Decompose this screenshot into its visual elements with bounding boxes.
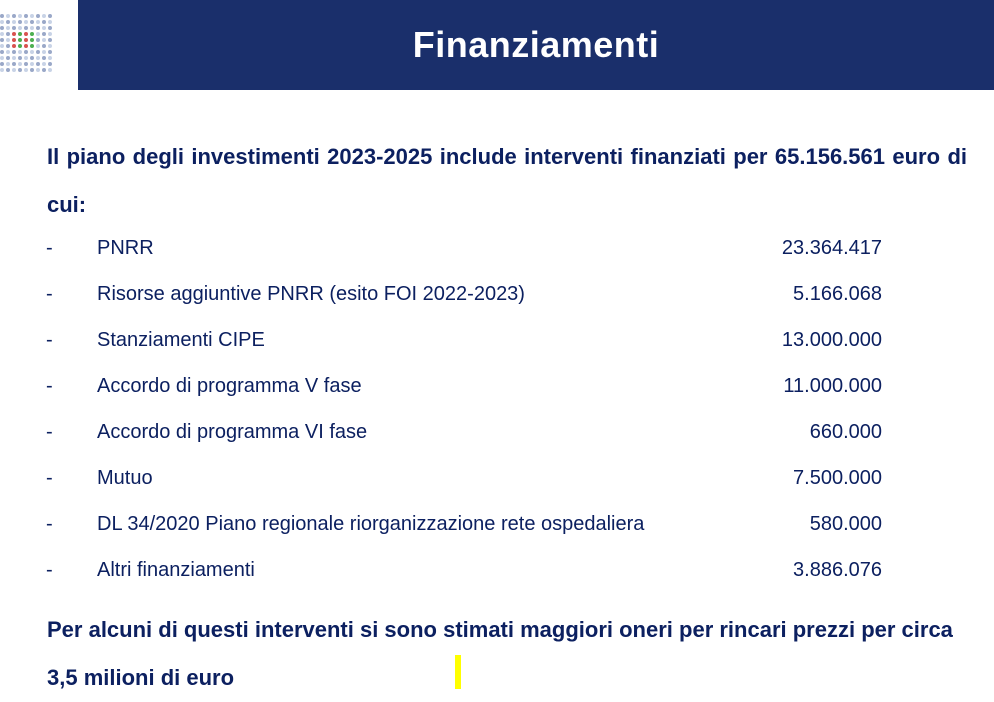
funding-amount: 3.886.076	[793, 559, 882, 581]
bullet-dash: -	[46, 513, 53, 535]
funding-amount: 580.000	[809, 513, 882, 535]
list-item	[0, 319, 994, 365]
funding-amount: 11.000.000	[783, 375, 882, 397]
slide-header	[78, 0, 994, 90]
list-item	[0, 503, 994, 549]
funding-label: Accordo di programma VI fase	[97, 421, 368, 443]
funding-amount: 13.000.000	[781, 329, 882, 351]
funding-amount: 5.166.068	[793, 283, 882, 305]
funding-label: Stanziamenti CIPE	[97, 329, 265, 351]
bullet-dash: -	[46, 467, 53, 489]
footer-note: Per alcuni di questi interventi si sono stimati maggiori oneri per rincari prezzi per circa 3,5 milioni di euro	[47, 617, 953, 690]
bullet-dash: -	[46, 559, 53, 581]
bullet-dash: -	[46, 237, 53, 259]
funding-label: Risorse aggiuntive PNRR (esito FOI 2022-2023)	[97, 283, 525, 305]
text-cursor-marker	[455, 655, 461, 689]
list-item	[0, 273, 994, 319]
funding-amount: 23.364.417	[781, 237, 882, 259]
funding-label: PNRR	[97, 237, 154, 259]
bullet-dash: -	[46, 283, 53, 305]
funding-label: Altri finanziamenti	[97, 559, 255, 581]
list-item	[0, 457, 994, 503]
funding-amount: 660.000	[809, 421, 882, 443]
funding-label: Accordo di programma V fase	[97, 375, 362, 397]
bullet-dash: -	[46, 421, 53, 443]
list-item	[0, 365, 994, 411]
bullet-dash: -	[46, 375, 53, 397]
funding-label: DL 34/2020 Piano regionale riorganizzazione rete ospedaliera	[97, 513, 645, 535]
dot-grid-logo-icon	[0, 14, 44, 74]
page-title: Finanziamenti	[412, 24, 660, 65]
funding-label: Mutuo	[97, 467, 153, 489]
list-item	[0, 227, 994, 273]
funding-list	[0, 227, 994, 595]
list-item	[0, 411, 994, 457]
bullet-dash: -	[46, 329, 53, 351]
funding-amount: 7.500.000	[793, 467, 882, 489]
intro-paragraph: Il piano degli investimenti 2023-2025 include interventi finanziati per 65.156.561 euro di cui:	[47, 144, 967, 217]
list-item	[0, 549, 994, 595]
